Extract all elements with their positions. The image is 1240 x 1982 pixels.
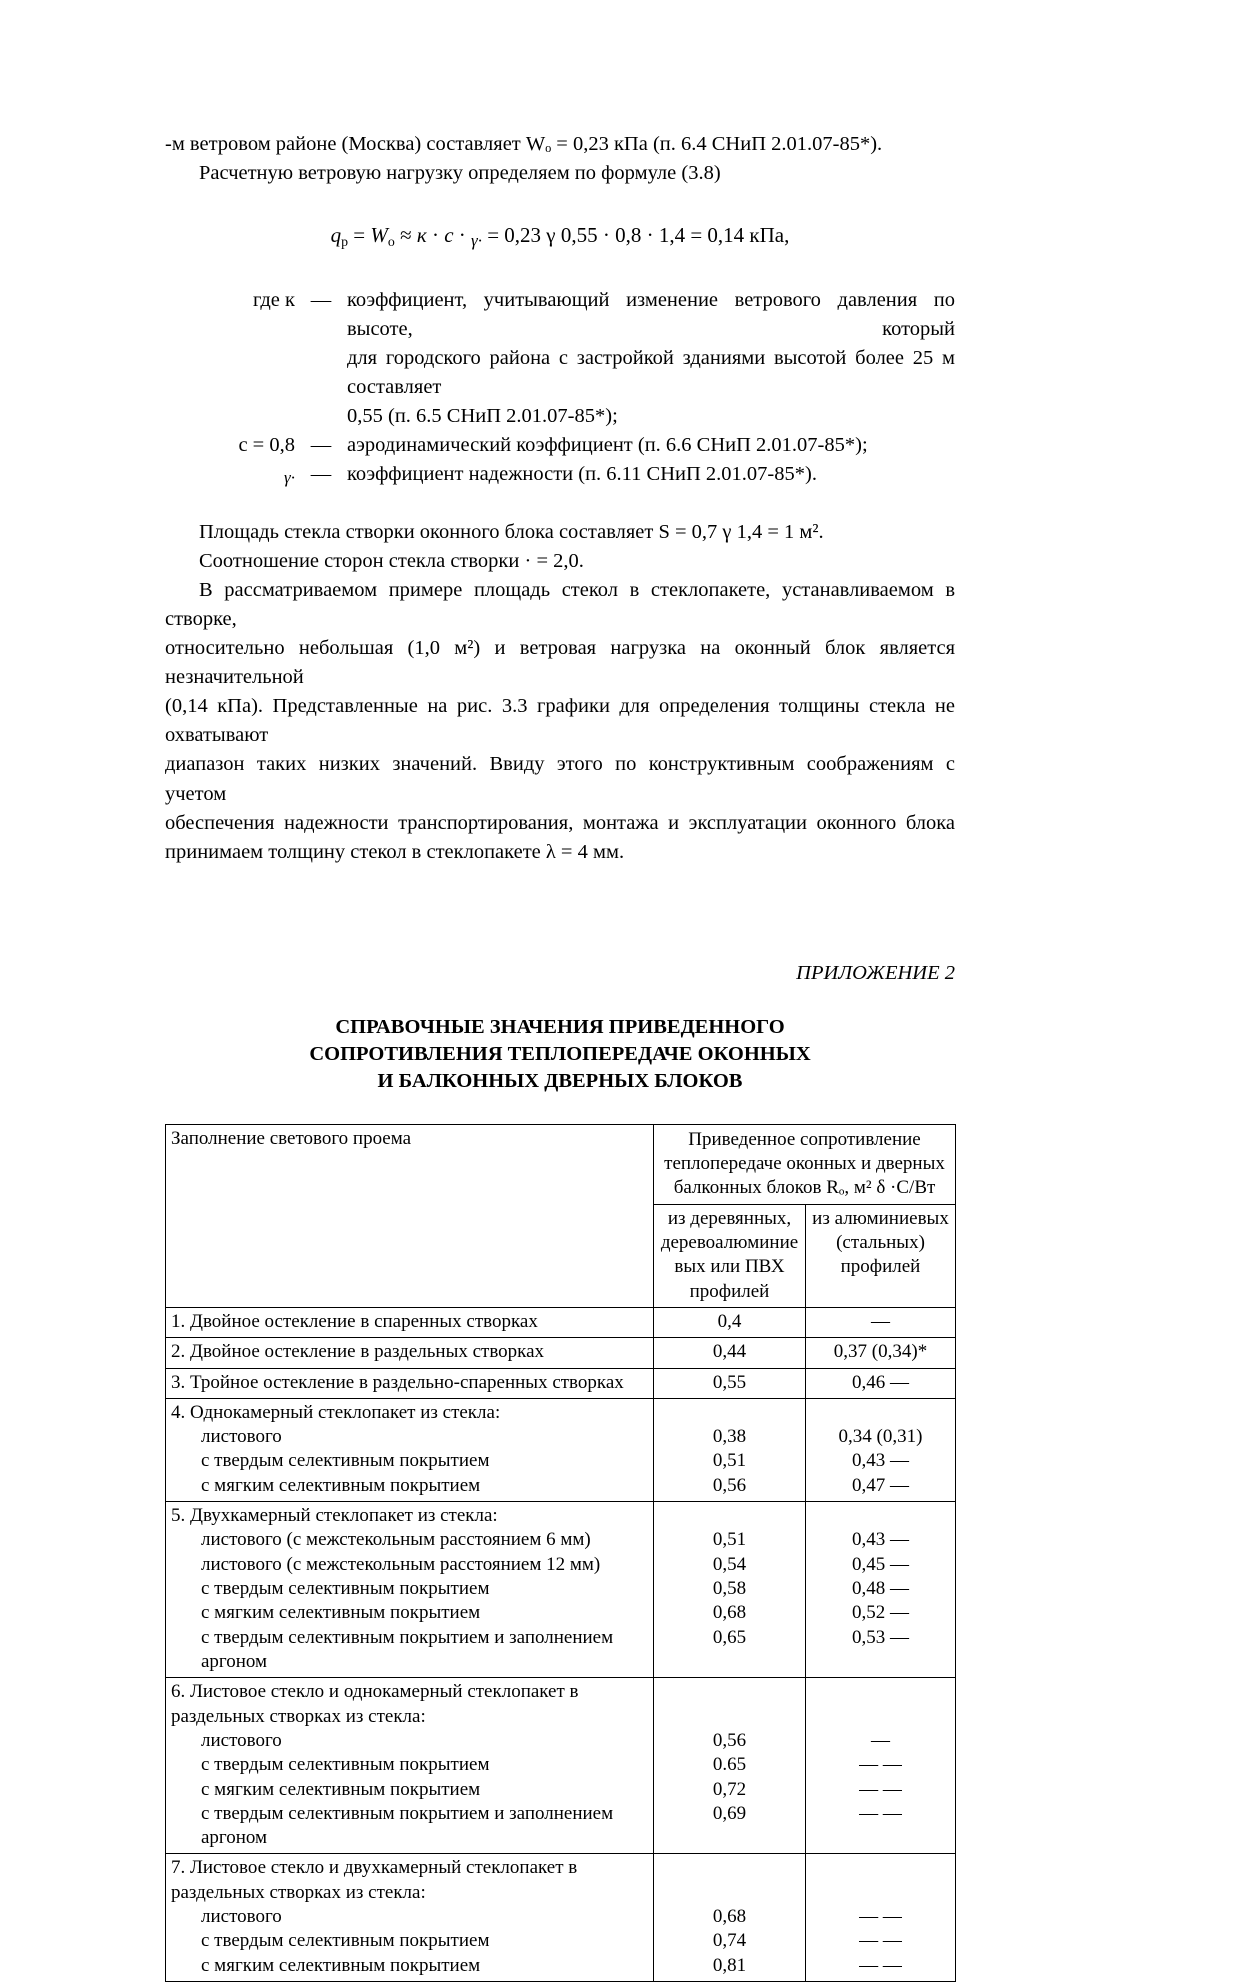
example-paragraph xyxy=(165,576,955,867)
row-value-wood: 0,54 xyxy=(712,1553,747,1575)
definition-item xyxy=(165,286,955,432)
row-value-alu: 0,46 — xyxy=(806,1368,956,1398)
intro-line-1: -м ветровом районе (Москва) составляет Wₒ = 0,23 кПа (п. 6.4 СНиП 2.01.07-85*). xyxy=(165,133,883,155)
glass-area-paragraph: Площадь стекла створки оконного блока составляет S = 0,7 γ 1,4 = 1 м². xyxy=(199,520,824,543)
example-line: диапазон таких низких значений. Ввиду этого по конструктивным соображениям с учетом xyxy=(165,753,955,805)
row-subitem-label: с мягким селективным покрытием xyxy=(201,1602,481,1624)
row-subitem-label: с твердым селективным покрытием и заполнением xyxy=(201,1802,614,1824)
row-subitem-label: листового xyxy=(201,1729,282,1751)
wind-load-formula: $q_р = W_о \approx к \cdot c \cdot \gamma\cdot = 0,23$ γ 0,55 · 0,8 · 1,4 = 0,14 кПа, xyxy=(330,223,790,251)
definition-text-line: 0,55 (п. 6.5 СНиП 2.01.07-85*); xyxy=(347,405,618,428)
row-value-wood: 0,68 xyxy=(712,1906,747,1928)
intro-line-2: Расчетную ветровую нагрузку определяем по формуле (3.8) xyxy=(199,162,721,185)
row-value-wood: 0,51 xyxy=(712,1529,747,1551)
row-label: 5. Двухкамерный стеклопакет из стекла: xyxy=(171,1505,498,1527)
row-value-alu: — xyxy=(806,1307,956,1337)
row-label: 6. Листовое стекло и однокамерный стеклопакет в xyxy=(171,1681,579,1703)
row-subitem-label: с мягким селективным покрытием xyxy=(201,1778,481,1800)
row-value-wood: 0,56 xyxy=(712,1729,747,1751)
table-row xyxy=(166,1368,956,1398)
row-value-alu: 0,48 — xyxy=(852,1578,909,1600)
appendix-label: ПРИЛОЖЕНИЕ 2 xyxy=(796,961,955,984)
document-body xyxy=(165,130,955,1982)
subheader-line: вых или ПВХ xyxy=(674,1256,785,1278)
row-value-alu: 0,47 — xyxy=(852,1474,909,1496)
subheader-aluminium-steel xyxy=(806,1204,956,1307)
row-value-alu: — — xyxy=(859,1778,902,1800)
row-value-wood: 0.65 xyxy=(712,1754,747,1776)
row-values-wood xyxy=(654,1854,806,1982)
definition-dash: — xyxy=(310,288,332,311)
row-label: 2. Двойное остекление в раздельных створках xyxy=(166,1338,654,1368)
row-value-alu: 0,37 (0,34)* xyxy=(806,1338,956,1368)
row-label: 7. Листовое стекло и двухкамерный стеклопакет в xyxy=(171,1857,578,1879)
row-value-wood: 0,68 xyxy=(712,1602,747,1624)
definition-dash: — xyxy=(310,463,332,486)
row-label-cont: раздельных створках из стекла: xyxy=(171,1881,426,1903)
row-value-wood: 0,72 xyxy=(712,1778,747,1800)
header-line: теплопередаче оконных и дверных xyxy=(664,1153,945,1175)
symbol-definitions-list xyxy=(165,286,955,491)
example-line: относительно небольшая (1,0 м²) и ветровая нагрузка на оконный блок является незначительной xyxy=(165,636,955,689)
example-line: В рассматриваемом примере площадь стекол в стеклопакете, устанавливаемом в створке, xyxy=(165,578,955,630)
table-row xyxy=(166,1338,956,1368)
row-subitem-label: листового xyxy=(201,1906,282,1928)
subheader-line: из деревянных, xyxy=(667,1207,792,1229)
appendix-title xyxy=(165,1014,955,1096)
row-label-group xyxy=(166,1678,654,1854)
row-value-wood: 0,44 xyxy=(654,1338,806,1368)
row-values-wood xyxy=(654,1398,806,1501)
subheader-line: профилей xyxy=(840,1256,921,1278)
row-value-wood: 0,38 xyxy=(712,1426,747,1448)
subheader-line: из алюминиевых xyxy=(812,1207,949,1229)
row-value-alu: 0,52 — xyxy=(852,1602,909,1624)
row-subitem-label: аргоном xyxy=(201,1827,268,1849)
row-subitem-label: с твердым селективным покрытием xyxy=(201,1578,490,1600)
row-value-wood: 0,65 xyxy=(712,1626,747,1648)
row-subitem-label: листового (с межстекольным расстоянием 6 мм) xyxy=(201,1529,591,1551)
row-value-wood: 0,4 xyxy=(654,1307,806,1337)
row-subitem-label: листового xyxy=(201,1426,282,1448)
row-label: 1. Двойное остекление в спаренных створках xyxy=(166,1307,654,1337)
definition-text-line: аэродинамический коэффициент (п. 6.6 СНиП 2.01.07-85*); xyxy=(347,434,868,457)
row-values-wood xyxy=(654,1678,806,1854)
row-subitem-label: аргоном xyxy=(201,1650,268,1672)
row-label-group xyxy=(166,1502,654,1678)
definition-text-line: коэффициент, учитывающий изменение ветрового давления по высоте, который xyxy=(347,288,955,340)
row-value-alu: 0,45 — xyxy=(852,1553,909,1575)
row-label-cont: раздельных створках из стекла: xyxy=(171,1705,426,1727)
row-values-alu xyxy=(806,1502,956,1678)
row-subitem-label: листового (с межстекольным расстоянием 12 мм) xyxy=(201,1553,601,1575)
row-value-alu: — — xyxy=(859,1954,902,1976)
row-subitem-label: с твердым селективным покрытием xyxy=(201,1450,490,1472)
subheader-line: профилей xyxy=(689,1280,770,1302)
header-cell-resistance xyxy=(654,1124,956,1204)
row-values-wood xyxy=(654,1502,806,1678)
row-value-alu: 0,43 — xyxy=(852,1450,909,1472)
row-label: 3. Тройное остекление в раздельно-спаренных створках xyxy=(166,1368,654,1398)
appendix-title-line: СПРАВОЧНЫЕ ЗНАЧЕНИЯ ПРИВЕДЕННОГО xyxy=(335,1015,785,1038)
row-value-wood: 0,56 xyxy=(712,1474,747,1496)
aspect-ratio-paragraph: Соотношение сторон стекла створки · = 2,0. xyxy=(199,549,584,572)
definition-term: где к xyxy=(252,288,295,311)
definition-term: с = 0,8 xyxy=(238,434,295,457)
header-cell-filling: Заполнение светового проема xyxy=(166,1124,654,1307)
row-subitem-label: с твердым селективным покрытием xyxy=(201,1754,490,1776)
row-label-group xyxy=(166,1398,654,1501)
row-subitem-label: с твердым селективным покрытием xyxy=(201,1930,490,1952)
example-line: (0,14 кПа). Представленные на рис. 3.3 графики для определения толщины стекла не охватывают xyxy=(165,695,955,747)
row-values-alu xyxy=(806,1678,956,1854)
row-value-alu: 0,43 — xyxy=(852,1529,909,1551)
example-line: обеспечения надежности транспортирования, монтажа и эксплуатации оконного блока xyxy=(165,811,955,834)
row-subitem-label: с мягким селективным покрытием xyxy=(201,1954,481,1976)
row-label: 4. Однокамерный стеклопакет из стекла: xyxy=(171,1401,501,1423)
row-values-alu xyxy=(806,1398,956,1501)
header-line: Приведенное сопротивление xyxy=(688,1128,921,1150)
header-line: балконных блоков Rₒ, м² δ ·С/Вт xyxy=(673,1177,936,1199)
row-value-wood: 0,81 xyxy=(712,1954,747,1976)
row-value-alu: — xyxy=(871,1729,890,1751)
row-value-alu: 0,53 — xyxy=(852,1626,909,1648)
appendix-title-line: И БАЛКОННЫХ ДВЕРНЫХ БЛОКОВ xyxy=(377,1070,743,1093)
row-value-alu: — — xyxy=(859,1754,902,1776)
table-row xyxy=(166,1398,956,1501)
row-subitem-label: с твердым селективным покрытием и заполнением xyxy=(201,1626,614,1648)
row-value-alu: — — xyxy=(859,1802,902,1824)
definition-text-line: коэффициент надежности (п. 6.11 СНиП 2.01.07-85*). xyxy=(347,463,817,486)
row-value-alu: — — xyxy=(859,1906,902,1928)
subheader-wood-pvc xyxy=(654,1204,806,1307)
row-value-wood: 0,69 xyxy=(712,1802,747,1824)
row-values-alu xyxy=(806,1854,956,1982)
definition-text-line: для городского района с застройкой зданиями высотой более 25 м составляет xyxy=(347,346,955,399)
row-value-wood: 0,51 xyxy=(712,1450,747,1472)
row-subitem-label: с мягким селективным покрытием xyxy=(201,1474,481,1496)
subheader-line: (стальных) xyxy=(836,1231,925,1253)
table-row xyxy=(166,1502,956,1678)
row-label-group xyxy=(166,1854,654,1982)
table-header-row xyxy=(166,1124,956,1204)
row-value-wood: 0,55 xyxy=(654,1368,806,1398)
row-value-wood: 0,58 xyxy=(712,1578,747,1600)
definition-term: γ· xyxy=(284,468,295,488)
subheader-line: деревоалюминие xyxy=(660,1231,799,1253)
example-line: принимаем толщину стекол в стеклопакете λ = 4 мм. xyxy=(165,840,625,863)
table-row xyxy=(166,1307,956,1337)
appendix-title-line: СОПРОТИВЛЕНИЯ ТЕПЛОПЕРЕДАЧЕ ОКОННЫХ xyxy=(309,1043,811,1066)
definition-item xyxy=(165,431,955,460)
thermal-resistance-table xyxy=(165,1124,956,1982)
row-value-wood: 0,74 xyxy=(712,1930,747,1952)
row-value-alu: 0,34 (0,31) xyxy=(838,1426,923,1448)
table-row xyxy=(166,1854,956,1982)
definition-item xyxy=(165,460,955,490)
row-value-alu: — — xyxy=(859,1930,902,1952)
table-row xyxy=(166,1678,956,1854)
definition-dash: — xyxy=(310,434,332,457)
